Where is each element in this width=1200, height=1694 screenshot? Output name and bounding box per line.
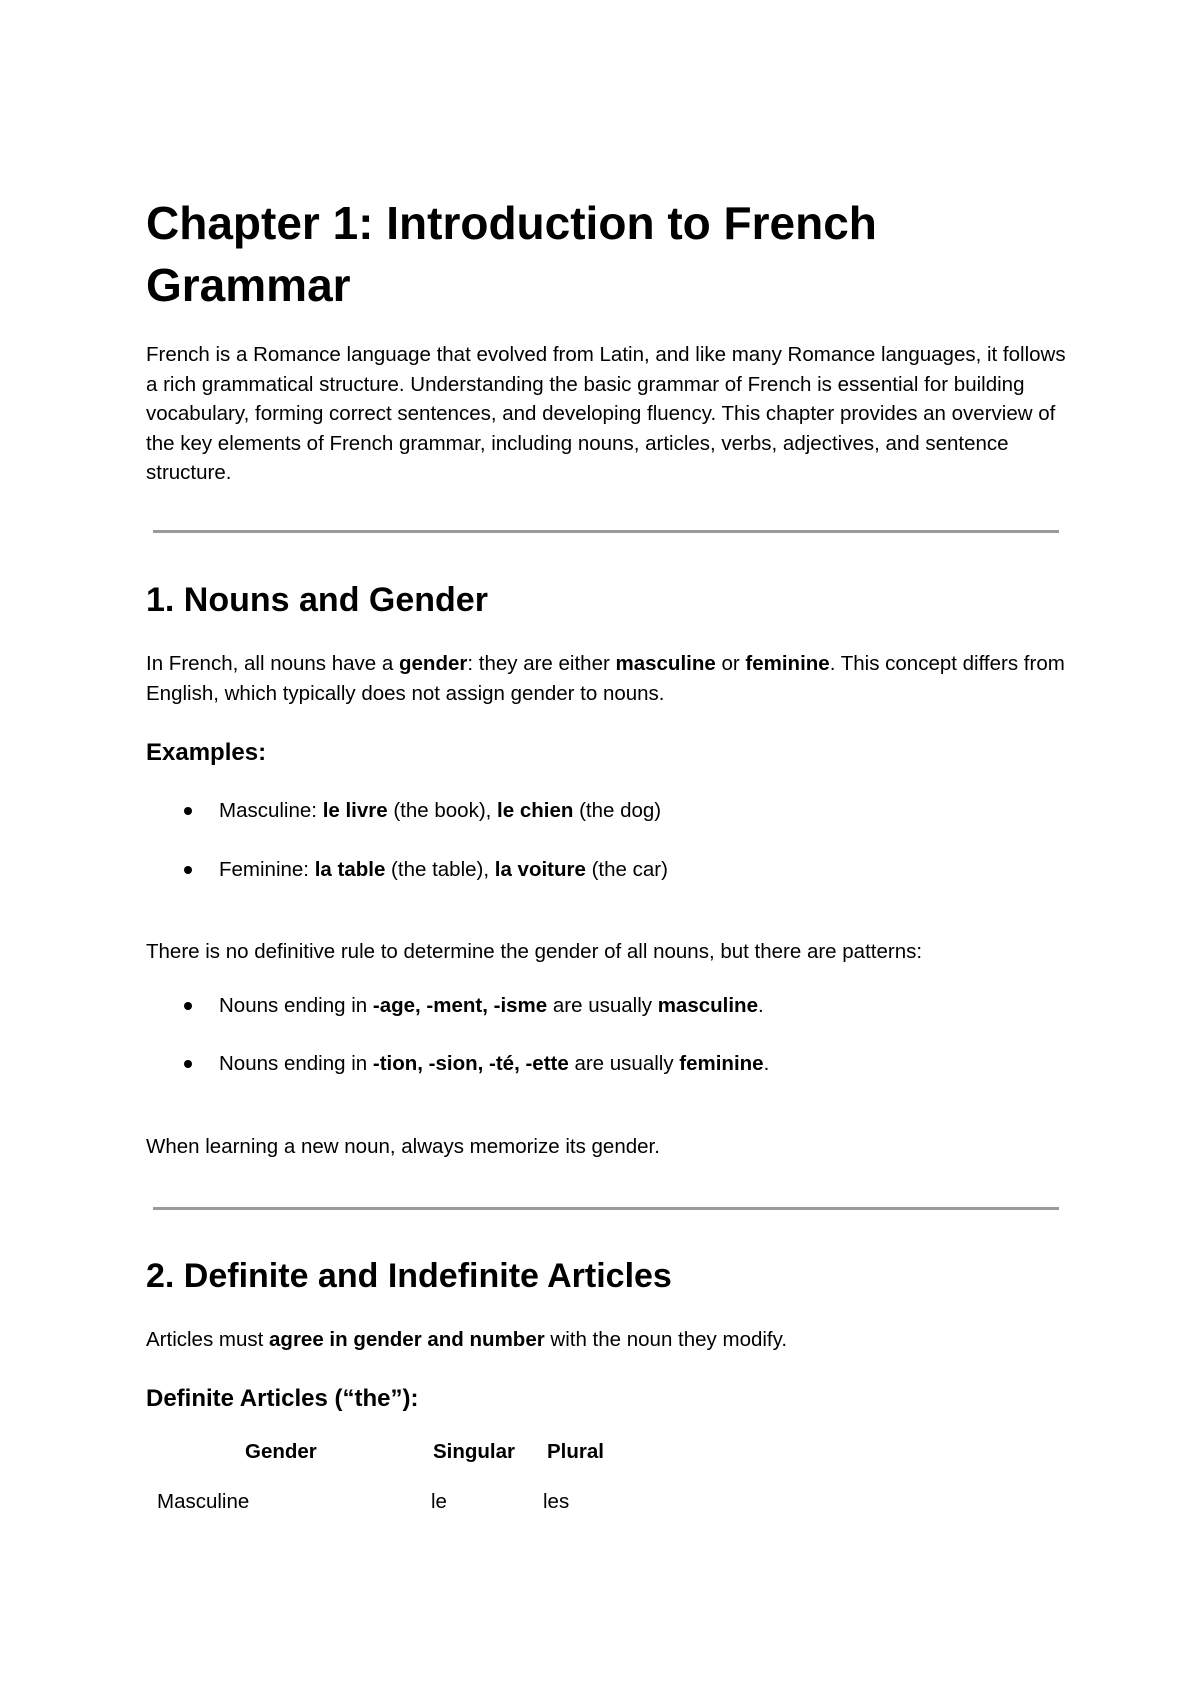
chapter-title: Chapter 1: Introduction to French Grammar xyxy=(146,197,877,311)
text-run: : they are either xyxy=(467,652,616,675)
text-run: Articles must xyxy=(146,1328,270,1351)
section-heading-articles: 2. Definite and Indefinite Articles xyxy=(146,1257,672,1295)
divider xyxy=(153,1207,1059,1210)
bullet-icon xyxy=(184,1060,192,1068)
list-item-text xyxy=(219,1049,769,1079)
text-run: Nouns ending in xyxy=(219,994,373,1017)
bullet-icon xyxy=(184,866,192,874)
divider xyxy=(153,530,1059,533)
text-run: In French, all nouns have a xyxy=(146,652,399,675)
bullet-icon xyxy=(184,1002,192,1010)
table-cell: Masculine xyxy=(157,1490,250,1513)
bold-phrase: agree in gender and number xyxy=(269,1328,545,1351)
bold-term-feminine: feminine xyxy=(745,652,830,675)
definite-articles-heading: Definite Articles (“the”): xyxy=(146,1385,419,1412)
list-item-text xyxy=(219,796,661,826)
articles-paragraph xyxy=(146,1325,1076,1355)
bold-term-gender: gender xyxy=(399,652,468,675)
text-run: . xyxy=(763,1052,770,1075)
text-run: Nouns ending in xyxy=(219,1052,373,1075)
section-heading-nouns: 1. Nouns and Gender xyxy=(146,581,488,619)
french-word: la voiture xyxy=(494,858,586,881)
text-run: . This concept differs from English, which typically does not assign gender to nouns. xyxy=(146,652,1065,705)
french-word: le chien xyxy=(497,799,574,822)
nouns-closing: When learning a new noun, always memorize its gender. xyxy=(146,1135,660,1158)
table-header-gender: Gender xyxy=(245,1440,317,1463)
text-run: Masculine: xyxy=(219,799,323,822)
intro-paragraph: French is a Romance language that evolved from Latin, and like many Romance languages, it follows a rich grammatical structure. Understanding the basic grammar of French is essential for building vocabulary, forming correct sentences, and developing fluency. This chapter provides an overview of the key elements of French grammar, including nouns, articles, verbs, adjectives, and sentence structure. xyxy=(146,343,1066,485)
text-run: (the book), xyxy=(387,799,498,822)
examples-heading: Examples: xyxy=(146,739,267,766)
bold-term-masculine: masculine xyxy=(615,652,716,675)
list-item-text xyxy=(219,991,764,1021)
patterns-intro: There is no definitive rule to determine the gender of all nouns, but there are patterns: xyxy=(146,940,923,963)
noun-endings: -age, -ment, -isme xyxy=(372,994,548,1017)
text-run: Feminine: xyxy=(219,858,315,881)
text-run: or xyxy=(715,652,746,675)
table-cell: le xyxy=(431,1490,447,1513)
text-run: with the noun they modify. xyxy=(544,1328,788,1351)
gender-term: feminine xyxy=(679,1052,764,1075)
table-cell: les xyxy=(543,1490,570,1513)
text-run: . xyxy=(757,994,764,1017)
noun-endings: -tion, -sion, -té, -ette xyxy=(372,1052,569,1075)
text-run: (the table), xyxy=(385,858,495,881)
gender-term: masculine xyxy=(657,994,758,1017)
bullet-icon xyxy=(184,807,192,815)
text-run: (the car) xyxy=(585,858,668,881)
list-item-text xyxy=(219,855,668,885)
french-word: la table xyxy=(314,858,386,881)
text-run: (the dog) xyxy=(573,799,662,822)
nouns-paragraph xyxy=(146,649,1076,708)
table-header-singular: Singular xyxy=(433,1440,516,1463)
text-run: are usually xyxy=(547,994,658,1017)
text-run: are usually xyxy=(568,1052,680,1075)
table-header-plural: Plural xyxy=(547,1440,604,1463)
french-word: le livre xyxy=(322,799,388,822)
